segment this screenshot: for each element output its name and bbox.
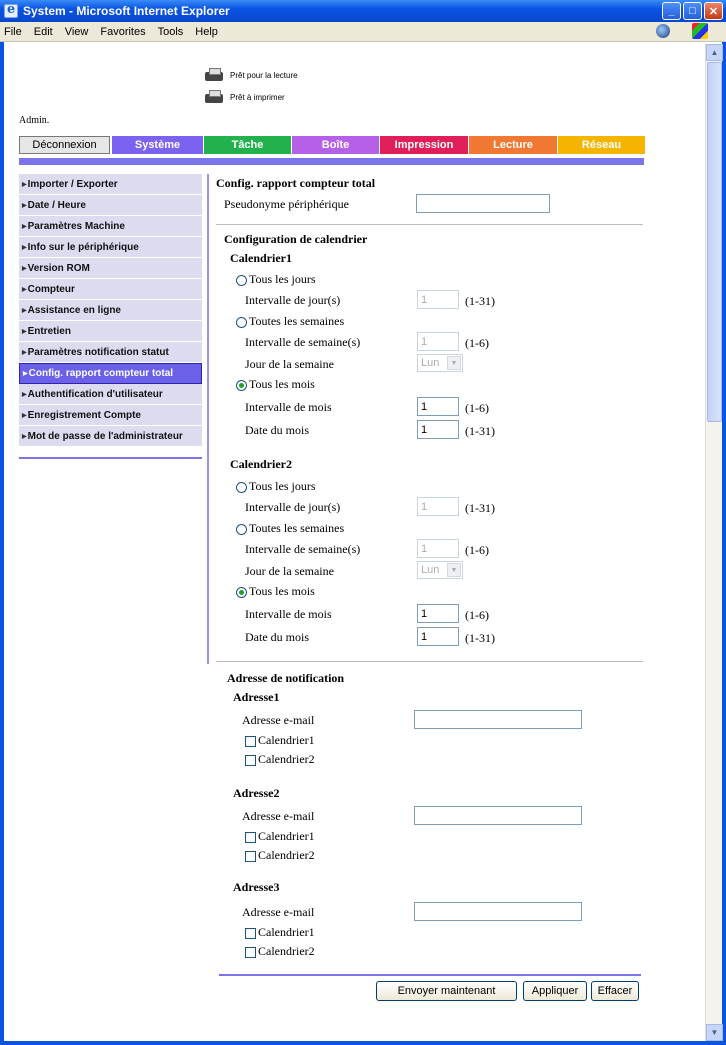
calendar2-weekday-select[interactable] xyxy=(417,561,463,579)
menu-tools[interactable]: Tools xyxy=(157,25,184,38)
section-divider xyxy=(216,661,643,662)
calendar1-weekly-radio[interactable] xyxy=(236,317,247,328)
chevron-down-icon: ▼ xyxy=(447,356,461,370)
calendar2-weekly-radio[interactable] xyxy=(236,524,247,535)
calendar2-month-interval-input[interactable] xyxy=(417,604,459,623)
address1-calendar2-label: Calendrier2 xyxy=(258,752,315,766)
notification-section-title: Adresse de notification xyxy=(227,671,345,685)
scroll-down-icon[interactable]: ▼ xyxy=(706,1024,723,1041)
device-nickname-input[interactable] xyxy=(416,194,550,213)
maximize-button[interactable]: □ xyxy=(683,2,702,20)
calendar1-day-interval-label: Intervalle de jour(s) xyxy=(245,293,341,307)
address1-calendar1-label: Calendrier1 xyxy=(258,733,315,747)
address2-email-input[interactable] xyxy=(414,806,582,825)
sidebar-item-version-rom[interactable]: ▶ Version ROM xyxy=(19,258,202,279)
content-divider xyxy=(207,174,209,664)
sidebar-item-authentification[interactable]: ▶ Authentification d'utilisateur xyxy=(19,384,202,405)
calendar1-month-date-label: Date du mois xyxy=(245,423,309,437)
window-border-bottom xyxy=(0,1041,726,1045)
calendar2-title: Calendrier2 xyxy=(230,457,292,471)
calendar1-title: Calendrier1 xyxy=(230,251,292,265)
address1-calendar2-checkbox[interactable] xyxy=(245,755,256,766)
read-status: Prêt pour la lecture xyxy=(230,70,298,80)
calendar2-day-range: (1-31) xyxy=(465,501,495,515)
scroll-thumb[interactable] xyxy=(707,62,722,422)
calendar1-week-interval-input[interactable] xyxy=(417,332,459,351)
calendar1-weekday-label: Jour de la semaine xyxy=(245,357,334,371)
address2-calendar2-checkbox[interactable] xyxy=(245,851,256,862)
send-now-button[interactable]: Envoyer maintenant xyxy=(376,981,517,1001)
sidebar-item-import-export[interactable]: ▶ Importer / Exporter xyxy=(19,174,202,195)
address3-title: Adresse3 xyxy=(233,880,280,894)
section-divider xyxy=(216,224,643,225)
address3-email-input[interactable] xyxy=(414,902,582,921)
calendar2-month-date-range: (1-31) xyxy=(465,631,495,645)
calendar1-month-interval-input[interactable] xyxy=(417,397,459,416)
menu-bar xyxy=(0,22,726,42)
clear-button[interactable]: Effacer xyxy=(591,981,639,1001)
calendar1-week-interval-label: Intervalle de semaine(s) xyxy=(245,335,361,349)
printer-icon xyxy=(204,90,224,104)
address2-email-label: Adresse e-mail xyxy=(242,809,315,823)
calendar2-week-interval-input[interactable] xyxy=(417,539,459,558)
calendar1-monthly-label: Tous les mois xyxy=(249,377,315,391)
sidebar xyxy=(19,174,202,447)
calendar1-monthly-radio[interactable] xyxy=(236,380,247,391)
window-titlebar xyxy=(0,0,726,22)
tab-lecture[interactable]: Lecture xyxy=(469,136,558,154)
tab-boite[interactable]: Boîte xyxy=(292,136,380,154)
calendar1-day-interval-input[interactable] xyxy=(417,290,459,309)
main-tabs xyxy=(19,136,646,154)
sidebar-item-parametres-machine[interactable]: ▶ Paramètres Machine xyxy=(19,216,202,237)
menu-help[interactable]: Help xyxy=(195,25,218,38)
sidebar-item-assistance[interactable]: ▶ Assistance en ligne xyxy=(19,300,202,321)
calendar2-monthly-radio[interactable] xyxy=(236,587,247,598)
print-status: Prêt à imprimer xyxy=(230,92,285,102)
buttons-divider xyxy=(219,974,641,976)
address3-calendar1-checkbox[interactable] xyxy=(245,928,256,939)
calendar1-month-date-input[interactable] xyxy=(417,420,459,439)
sidebar-item-compteur[interactable]: ▶ Compteur xyxy=(19,279,202,300)
tab-systeme[interactable]: Système xyxy=(112,136,204,154)
sidebar-item-enregistrement-compte[interactable]: ▶ Enregistrement Compte xyxy=(19,405,202,426)
calendar2-week-interval-label: Intervalle de semaine(s) xyxy=(245,542,361,556)
device-status xyxy=(204,64,298,108)
scroll-up-icon[interactable]: ▲ xyxy=(706,44,723,61)
page-viewport xyxy=(4,44,705,1041)
sidebar-item-entretien[interactable]: ▶ Entretien xyxy=(19,321,202,342)
page-title: Config. rapport compteur total xyxy=(216,176,376,190)
address3-calendar2-checkbox[interactable] xyxy=(245,947,256,958)
calendar1-weekly-label: Toutes les semaines xyxy=(249,314,345,328)
menu-edit[interactable]: Edit xyxy=(33,25,53,38)
sidebar-item-rapport-compteur[interactable]: ▶ Config. rapport compteur total xyxy=(19,363,202,384)
sidebar-item-mot-de-passe-admin[interactable]: ▶ Mot de passe de l'administrateur xyxy=(19,426,202,447)
scanner-icon xyxy=(204,68,224,82)
menu-file[interactable]: File xyxy=(4,25,22,38)
sidebar-item-info-peripherique[interactable]: ▶ Info sur le périphérique xyxy=(19,237,202,258)
ie-app-icon xyxy=(4,4,18,18)
calendar1-month-date-range: (1-31) xyxy=(465,424,495,438)
address1-title: Adresse1 xyxy=(233,690,280,704)
tab-underline xyxy=(19,158,644,165)
windows-flag-icon xyxy=(692,23,708,39)
sidebar-underline xyxy=(19,457,202,459)
calendar2-week-range: (1-6) xyxy=(465,543,489,557)
calendar2-month-date-input[interactable] xyxy=(417,627,459,646)
address2-calendar1-label: Calendrier1 xyxy=(258,829,315,843)
menu-favorites[interactable]: Favorites xyxy=(100,25,146,38)
window-title: System - Microsoft Internet Explorer xyxy=(23,4,230,18)
calendar1-daily-label: Tous les jours xyxy=(249,272,316,286)
minimize-button[interactable]: _ xyxy=(662,2,681,20)
calendar2-daily-radio[interactable] xyxy=(236,482,247,493)
address2-title: Adresse2 xyxy=(233,786,280,800)
calendar2-monthly-label: Tous les mois xyxy=(249,584,315,598)
menu-view[interactable]: View xyxy=(64,25,89,38)
translate-icon[interactable] xyxy=(656,24,670,38)
calendar2-day-interval-label: Intervalle de jour(s) xyxy=(245,500,341,514)
calendar2-daily-label: Tous les jours xyxy=(249,479,316,493)
calendar1-month-range: (1-6) xyxy=(465,401,489,415)
calendar2-month-range: (1-6) xyxy=(465,608,489,622)
calendar2-month-interval-label: Intervalle de mois xyxy=(245,607,332,621)
address1-calendar1-checkbox[interactable] xyxy=(245,736,256,747)
chevron-down-icon: ▼ xyxy=(447,563,461,577)
address1-email-label: Adresse e-mail xyxy=(242,713,315,727)
sidebar-item-notification-statut[interactable]: ▶ Paramètres notification statut xyxy=(19,342,202,363)
address3-calendar1-label: Calendrier1 xyxy=(258,925,315,939)
calendar1-day-range: (1-31) xyxy=(465,294,495,308)
apply-button[interactable]: Appliquer xyxy=(523,981,587,1001)
calendar1-daily-radio[interactable] xyxy=(236,275,247,286)
tab-tache[interactable]: Tâche xyxy=(204,136,292,154)
logout-button[interactable]: Déconnexion xyxy=(19,136,110,154)
calendar2-weekday-value: Lun xyxy=(421,564,440,576)
calendar2-weekly-label: Toutes les semaines xyxy=(249,521,345,535)
calendar2-month-date-label: Date du mois xyxy=(245,630,309,644)
calendar2-weekday-label: Jour de la semaine xyxy=(245,564,334,578)
calendar1-weekday-select[interactable] xyxy=(417,354,463,372)
user-label: Admin. xyxy=(19,115,50,126)
close-button[interactable]: ✕ xyxy=(704,2,723,20)
calendar-section-title: Configuration de calendrier xyxy=(224,232,368,246)
address2-calendar2-label: Calendrier2 xyxy=(258,848,315,862)
address3-email-label: Adresse e-mail xyxy=(242,905,315,919)
device-nickname-label: Pseudonyme périphérique xyxy=(224,197,349,211)
address1-email-input[interactable] xyxy=(414,710,582,729)
calendar1-week-range: (1-6) xyxy=(465,336,489,350)
calendar2-day-interval-input[interactable] xyxy=(417,497,459,516)
tab-reseau[interactable]: Réseau xyxy=(558,136,646,154)
calendar1-month-interval-label: Intervalle de mois xyxy=(245,400,332,414)
address3-calendar2-label: Calendrier2 xyxy=(258,944,315,958)
vertical-scrollbar[interactable] xyxy=(705,44,722,1041)
calendar1-weekday-value: Lun xyxy=(421,357,440,369)
window-border-right xyxy=(722,42,726,1045)
address2-calendar1-checkbox[interactable] xyxy=(245,832,256,843)
sidebar-item-date-heure[interactable]: ▶ Date / Heure xyxy=(19,195,202,216)
tab-impression[interactable]: Impression xyxy=(380,136,469,154)
